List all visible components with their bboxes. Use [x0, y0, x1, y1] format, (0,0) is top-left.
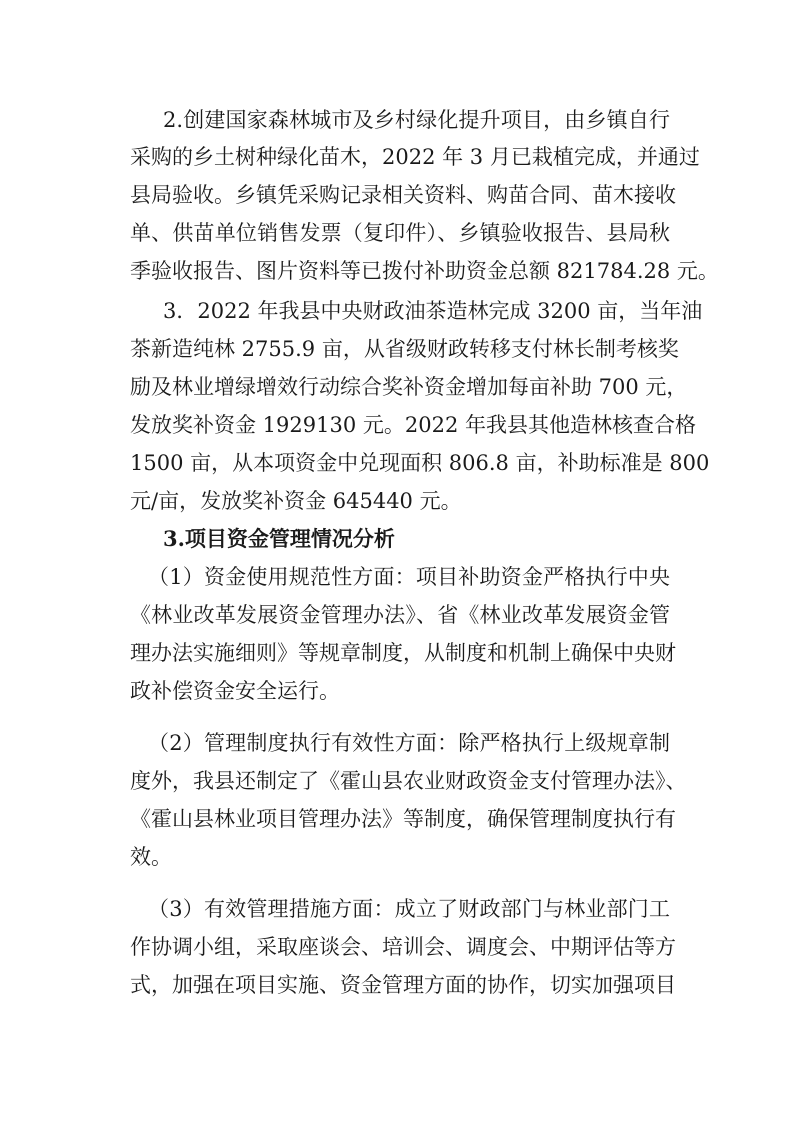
paragraph-2-line-1: 3．2022 年我县中央财政油茶造林完成 3200 亩，当年油 — [163, 299, 703, 323]
section-heading: 3.项目资金管理情况分析 — [163, 526, 395, 551]
paragraph-1-line-1: 2.创建国家森林城市及乡村绿化提升项目，由乡镇自行 — [163, 108, 670, 132]
paragraph-2-line-4: 发放奖补资金 1929130 元。2022 年我县其他造林核查合格 — [130, 413, 696, 437]
paragraph-4-line-2: 度外，我县还制定了《霍山县农业财政资金支付管理办法》、 — [130, 769, 687, 793]
paragraph-3-line-3: 理办法实施细则》等规章制度，从制度和机制上确保中央财 — [130, 641, 676, 665]
paragraph-3-line-2: 《林业改革发展资金管理办法》、省《林业改革发展资金管 — [130, 603, 670, 627]
paragraph-1-line-5: 季验收报告、图片资料等已拨付补助资金总额 821784.28 元。 — [130, 259, 719, 283]
paragraph-3-line-1: （1）资金使用规范性方面：项目补助资金严格执行中央 — [148, 565, 670, 589]
paragraph-5-line-1: （3）有效管理措施方面：成立了财政部门与林业部门工 — [148, 897, 670, 921]
paragraph-2-line-3: 励及林业增绿增效行动综合奖补资金增加每亩补助 700 元， — [130, 375, 688, 399]
paragraph-4-line-3: 《霍山县林业项目管理办法》等制度，确保管理制度执行有 — [130, 807, 676, 831]
paragraph-1-line-4: 单、供苗单位销售发票（复印件）、乡镇验收报告、县局秋 — [130, 221, 670, 245]
paragraph-1-line-3: 县局验收。乡镇凭采购记录相关资料、购苗合同、苗木接收 — [130, 183, 676, 207]
paragraph-5-line-3: 式，加强在项目实施、资金管理方面的协作，切实加强项目 — [130, 973, 676, 997]
paragraph-2-line-5: 1500 亩，从本项资金中兑现面积 806.8 亩，补助标准是 800 — [130, 451, 710, 475]
paragraph-2-line-2: 茶新造纯林 2755.9 亩，从省级财政转移支付林长制考核奖 — [130, 337, 679, 361]
paragraph-3-line-4: 政补偿资金安全运行。 — [130, 679, 340, 703]
paragraph-1-line-2: 采购的乡土树种绿化苗木，2022 年 3 月已栽植完成，并通过 — [130, 145, 700, 169]
paragraph-4-line-4: 效。 — [130, 845, 172, 869]
paragraph-5-line-2: 作协调小组，采取座谈会、培训会、调度会、中期评估等方 — [130, 935, 676, 959]
paragraph-2-line-6: 元/亩，发放奖补资金 645440 元。 — [130, 489, 462, 513]
paragraph-4-line-1: （2）管理制度执行有效性方面：除严格执行上级规章制 — [148, 731, 670, 755]
